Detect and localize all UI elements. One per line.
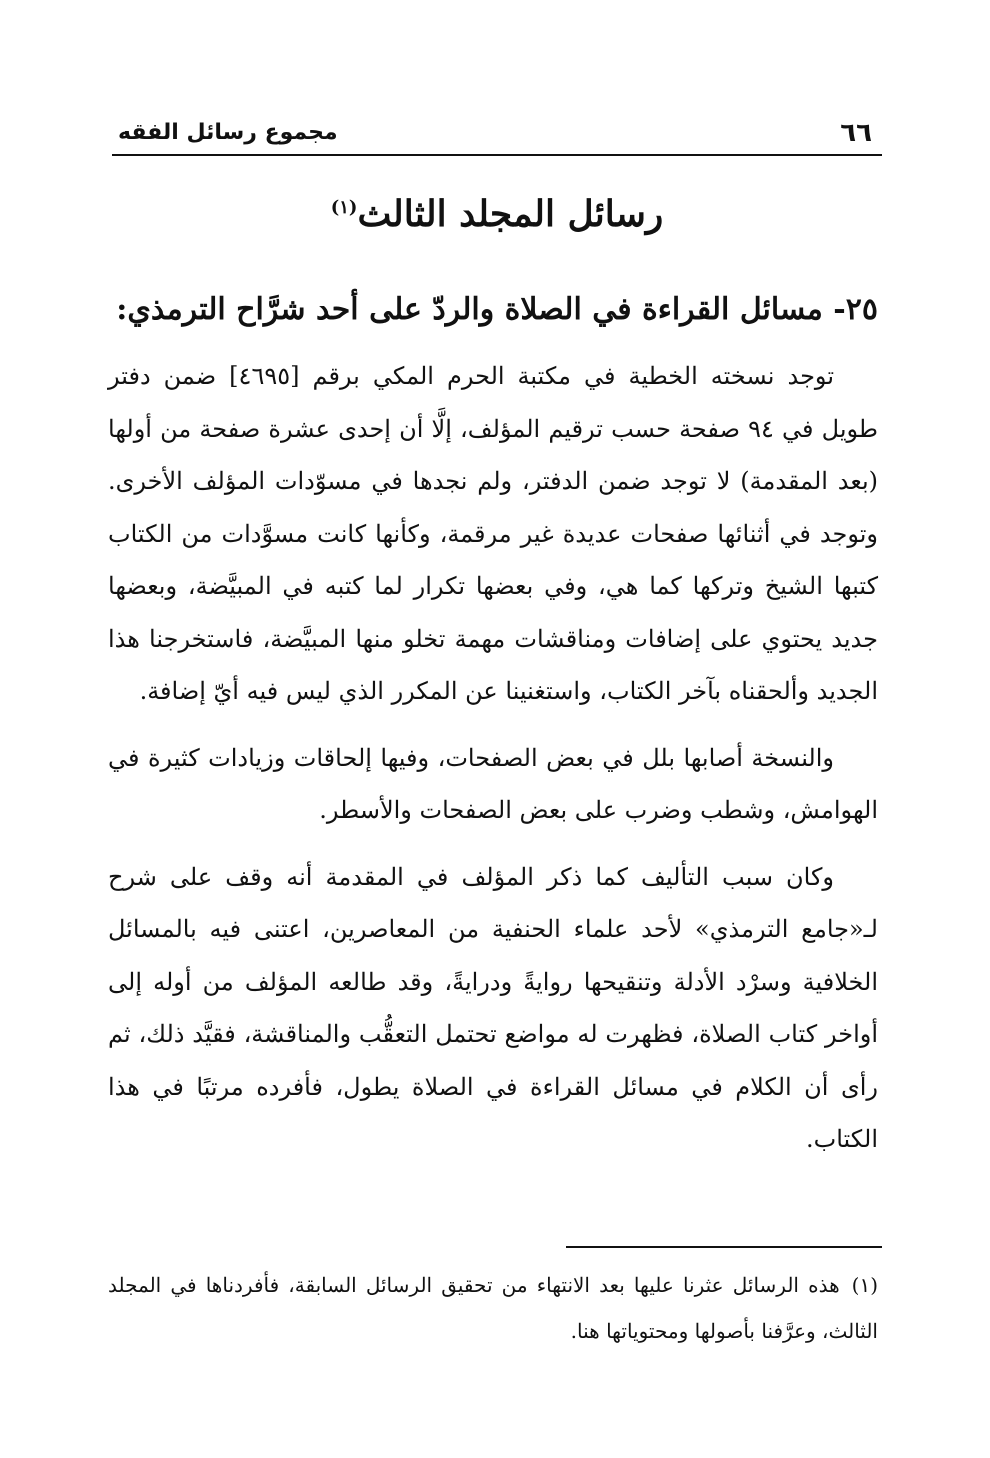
footnote-text: هذه الرسائل عثرنا عليها بعد الانتهاء من تحقيق الرسائل السابقة، فأفردناها في المجلد الثالث، وعرَّفنا بأصولها ومحتوياتها هنا. (108, 1273, 878, 1343)
paragraph-manuscript-description: توجد نسخته الخطية في مكتبة الحرم المكي برقم [٤٦٩٥] ضمن دفتر طويل في ٩٤ صفحة حسب ترقيم المؤلف، إلَّا أن إحدى عشرة صفحة من أولها (بعد المقدمة) لا توجد ضمن الدفتر، ولم نجدها في مسوّدات المؤلف الأخرى. وتوجد في أثنائها صفحات عديدة غير مرقمة، وكأنها كانت مسوَّدات من الكتاب كتبها الشيخ وتركها كما هي، وفي بعضها تكرار لما كتبه في المبيَّضة، وبعضها جديد يحتوي على إضافات ومناقشات مهمة تخلو منها المبيَّضة، فاستخرجنا هذا الجديد وألحقناه بآخر الكتاب، واستغنينا عن المكرر الذي ليس فيه أيّ إضافة. (108, 362, 878, 705)
paragraph-manuscript-condition: والنسخة أصابها بلل في بعض الصفحات، وفيها إلحاقات وزيادات كثيرة في الهوامش، وشطب وضرب على بعض الصفحات والأسطر. (108, 743, 878, 824)
footnote-reference: (١) (330, 197, 358, 218)
section-title-text: رسائل المجلد الثالث (357, 193, 664, 235)
running-header-title: مجموع رسائل الفقه (118, 120, 338, 145)
section-title (112, 178, 882, 244)
page-number: ٦٦ (840, 118, 872, 148)
footnote-divider (566, 1246, 882, 1248)
item-heading: ٢٥- مسائل القراءة في الصلاة والردّ على أحد شرَّاح الترمذي: (116, 292, 878, 327)
header-divider (112, 154, 882, 156)
body-text (108, 350, 878, 1166)
paragraph-reason-for-writing: وكان سبب التأليف كما ذكر المؤلف في المقدمة أنه وقف على شرح لـ«جامع الترمذي» لأحد علماء الحنفية من المعاصرين، اعتنى فيه بالمسائل الخلافية وسرْد الأدلة وتنقيحها روايةً ودرايةً، وقد طالعه المؤلف من أوله إلى أواخر كتاب الصلاة، فظهرت له مواضع تحتمل التعقُّب والمناقشة، فقيَّد ذلك، ثم رأى أن الكلام في مسائل القراءة في الصلاة يطول، فأفرده مرتبًا في هذا الكتاب. (108, 862, 878, 1153)
footnotes (108, 1262, 878, 1354)
footnote-marker: (١) (851, 1273, 878, 1297)
footnote-item (108, 1262, 878, 1354)
